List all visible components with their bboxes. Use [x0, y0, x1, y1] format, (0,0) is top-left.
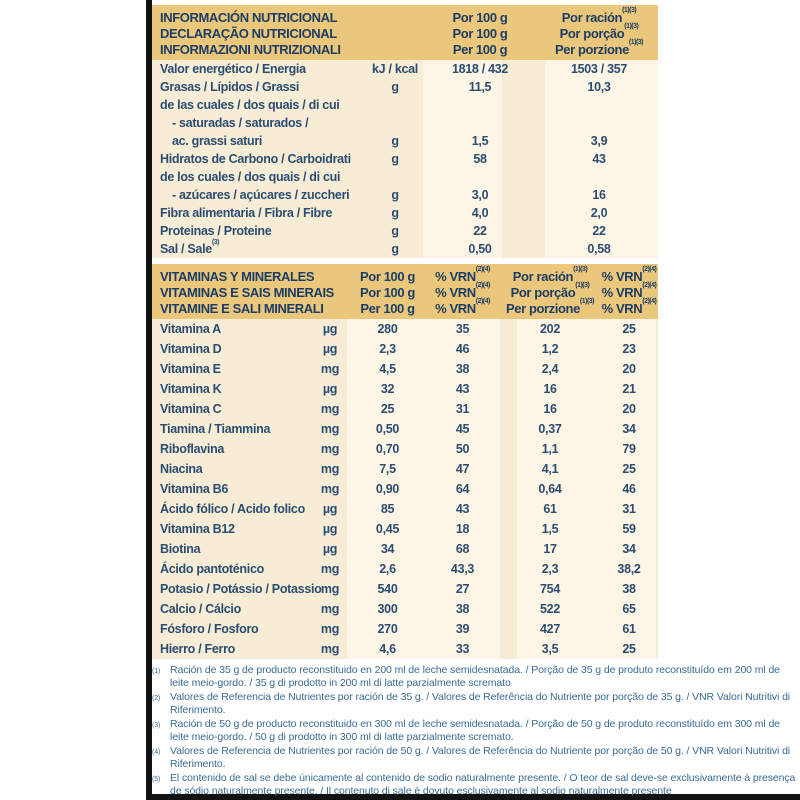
nutrient-unit: g [391, 242, 399, 256]
vitamin-portion-value: 61 [543, 502, 557, 516]
vitamins-vrn-header: % $VRN^{(2)(4)}$ [435, 298, 490, 316]
vitamin-row [152, 519, 658, 539]
per100-column-header: Por 100 g [452, 25, 508, 41]
vitamin-row [152, 459, 658, 479]
vitamin-unit: µg [322, 522, 338, 536]
vitamins-vrn-header: % $VRN^{(2)(4)}$ [435, 266, 490, 284]
vitamin-vrn-portion-value: 20 [622, 362, 636, 376]
superscript-marker: (1)(3) [573, 266, 588, 274]
vitamin-vrn-portion-value: 25 [622, 462, 636, 476]
vitamin-unit: mg [320, 362, 340, 376]
nutrient-row [152, 204, 658, 222]
vitamin-portion-value: 0,64 [538, 482, 562, 496]
vitamin-vrn-portion-value: 38,2 [617, 562, 641, 576]
superscript-marker: (1)(3) [624, 23, 639, 31]
vitamins-vrn-header: % $VRN^{(2)(4)}$ [601, 266, 657, 284]
footnote [152, 745, 800, 771]
vitamin-unit: µg [322, 502, 338, 516]
vitamin-vrn-portion-value: 38 [622, 582, 636, 596]
nutrition-facts-rows [152, 60, 658, 258]
vitamin-vrn-portion-value: 46 [622, 482, 636, 496]
footnote-marker: (2) [152, 695, 161, 702]
superscript-marker: (2)(4) [642, 282, 657, 290]
vitamin-label: Vitamina B6 [160, 482, 229, 496]
vitamin-unit: mg [320, 602, 340, 616]
vitamins-per100-header: Por 100 g [360, 268, 415, 284]
footnotes-block [152, 664, 800, 799]
vitamin-per100-value: 34 [380, 542, 395, 556]
vitamin-per100-value: 0,45 [375, 522, 400, 536]
vitamin-vrn-portion-value: 34 [622, 542, 636, 556]
nutrient-portion-value: 2,0 [590, 206, 608, 220]
vitamin-unit: mg [320, 642, 340, 656]
superscript-marker: (2)(4) [475, 282, 490, 290]
superscript-marker: (1)(3) [628, 39, 644, 47]
nutrient-unit: g [391, 188, 399, 202]
vitamin-portion-value: 3,5 [541, 642, 559, 656]
nutrient-portion-value: 16 [592, 188, 606, 202]
vitamin-vrn-portion-value: 59 [622, 522, 636, 536]
vitamin-per100-value: 4,6 [379, 642, 396, 656]
vitamins-vrn-header: % $VRN^{(2)(4)}$ [601, 298, 657, 316]
nutrient-row [152, 222, 658, 240]
superscript-marker: (1)(3) [575, 282, 590, 290]
nutrient-per100-value: 4,0 [471, 206, 489, 220]
nutrient-row [152, 186, 658, 204]
nutrient-label: Hidratos de Carbono / Carboidrati [160, 152, 351, 166]
superscript-marker: (2)(4) [475, 266, 490, 274]
vitamin-row [152, 559, 658, 579]
vitamin-vrn-portion-value: 21 [622, 382, 636, 396]
vitamin-label: Tiamina / Tiammina [160, 422, 271, 436]
vitamin-vrn-portion-value: 31 [622, 502, 636, 516]
vitamin-vrn-per100-value: 43 [455, 382, 470, 396]
vitamin-portion-value: 427 [540, 622, 560, 636]
nutrient-label: Proteinas / Proteine [160, 224, 272, 238]
vitamin-row [152, 339, 658, 359]
vitamin-per100-value: 85 [380, 502, 395, 516]
per100-column-header: Por 100 g [452, 9, 508, 25]
footnote-text: Ración de 50 g de producto reconstituido en 300 ml de leche semidesnatada. / Porção de 50 g de produto reconstituído em 300 ml de leite meio-gordo. / 50 g di prodotto in 300 ml di latte parzialmente scremato. [170, 718, 780, 743]
vitamin-label: Hierro / Ferro [160, 642, 235, 656]
vitamin-vrn-per100-value: 47 [455, 462, 470, 476]
vitamin-label: Vitamina E [160, 362, 221, 376]
vitamin-row [152, 639, 658, 659]
vitamin-per100-value: 0,90 [375, 482, 400, 496]
vitamin-row [152, 439, 658, 459]
vitamin-per100-value: 270 [377, 622, 398, 636]
vitamin-portion-value: 16 [543, 402, 557, 416]
nutrient-row [152, 114, 658, 132]
footnote [152, 718, 800, 744]
vitamin-row [152, 399, 658, 419]
nutrition-facts-header-band [152, 5, 658, 60]
superscript-marker: (2)(4) [642, 298, 657, 306]
vitamins-header-title: VITAMINE E SALI MINERALI [160, 300, 324, 316]
vitamin-unit: µg [322, 382, 338, 396]
vitamin-unit: µg [322, 342, 338, 356]
nutrient-per100-value: 1,5 [471, 134, 489, 148]
vitamin-portion-value: 17 [543, 542, 557, 556]
vitamin-row [152, 499, 658, 519]
vitamin-label: Vitamina K [160, 382, 222, 396]
superscript-marker: (1)(3) [579, 298, 595, 306]
vitamin-vrn-portion-value: 23 [622, 342, 636, 356]
nutrition-header-line [152, 41, 658, 57]
nutrition-header-title: INFORMAZIONI NUTRIZIONALI [160, 41, 341, 57]
nutrient-unit: kJ / kcal [372, 62, 418, 76]
vitamin-vrn-per100-value: 38 [455, 602, 470, 616]
vitamin-unit: mg [320, 582, 340, 596]
footnote-text: El contenido de sal se debe únicamente al contenido de sodio naturalmente presente. / O teor de sal deve-se exclusivamente à presença de sódio naturalmente presente. / Il contenuto di sale è dovuto esclusivamente al sodio naturalmente presente [170, 772, 796, 797]
vitamin-per100-value: 2,6 [379, 562, 396, 576]
vitamin-portion-value: 4,1 [541, 462, 559, 476]
vitamin-portion-value: 1,1 [541, 442, 559, 456]
vitamin-per100-value: 0,50 [375, 422, 400, 436]
footnote [152, 772, 800, 798]
superscript-marker: (1)(3) [622, 7, 637, 15]
nutrient-label: - azúcares / açúcares / zuccheri [172, 188, 350, 202]
vitamin-vrn-per100-value: 33 [455, 642, 470, 656]
vitamin-vrn-per100-value: 27 [455, 582, 470, 596]
vitamin-vrn-per100-value: 43 [455, 502, 470, 516]
nutrient-label: de las cuales / dos quais / di cui [160, 98, 340, 112]
vitamin-label: Ácido fólico / Acido folico [160, 502, 305, 516]
nutrient-portion-value: 0,58 [587, 242, 611, 256]
vitamin-label: Riboflavina [160, 442, 225, 456]
nutrition-header-title: INFORMACIÓN NUTRICIONAL [160, 9, 338, 25]
nutrition-header-title: DECLARAÇÃO NUTRICIONAL [160, 25, 337, 41]
vitamin-vrn-per100-value: 43,3 [450, 562, 475, 576]
footnote-text: Valores de Referencia de Nutrientes por ración de 50 g. / Valores de Referência do Nutriente por porção de 50 g. / VNR Valori Nutritivi di Riferimento. [170, 745, 791, 770]
nutrient-row [152, 60, 658, 78]
nutrient-row [152, 132, 658, 150]
vitamin-row [152, 479, 658, 499]
vitamin-row [152, 579, 658, 599]
footnote [152, 664, 800, 690]
vitamin-label: Vitamina D [160, 342, 222, 356]
nutrient-label: - saturadas / saturados / [172, 116, 309, 130]
vitamin-vrn-portion-value: 25 [622, 642, 636, 656]
vitamin-vrn-portion-value: 20 [622, 402, 636, 416]
nutrient-label: Sal / Sale$^{(3)}$ [160, 238, 219, 256]
vitamin-label: Ácido pantoténico [160, 562, 264, 576]
nutrition-header-line [152, 9, 658, 25]
vitamin-label: Niacina [160, 462, 203, 476]
vitamin-label: Biotina [160, 542, 201, 556]
nutrient-portion-value: 43 [592, 152, 606, 166]
vitamins-vrn-header: % $VRN^{(2)(4)}$ [435, 282, 490, 300]
vitamin-vrn-portion-value: 25 [622, 322, 636, 336]
vitamins-portion-header: Por porção$^{(1)(3)}$ [510, 282, 590, 300]
vitamin-portion-value: 16 [543, 382, 557, 396]
vitamin-row [152, 619, 658, 639]
vitamin-vrn-per100-value: 46 [455, 342, 470, 356]
nutrient-per100-value: 11,5 [468, 80, 492, 94]
footnote-marker: (1) [152, 668, 161, 675]
vitamin-unit: mg [320, 482, 340, 496]
nutrient-unit: g [391, 224, 399, 238]
vitamins-header-line [152, 300, 658, 316]
vitamins-vrn-header: % $VRN^{(2)(4)}$ [601, 282, 657, 300]
nutrient-unit: g [391, 152, 399, 166]
nutrient-label: Valor energético / Energia [160, 62, 306, 76]
nutrient-row [152, 168, 658, 186]
vitamin-portion-value: 522 [540, 602, 560, 616]
vitamin-per100-value: 280 [377, 322, 398, 336]
vitamin-label: Fósforo / Fosforo [160, 622, 259, 636]
vitamin-row [152, 379, 658, 399]
nutrient-row [152, 150, 658, 168]
vitamin-row [152, 539, 658, 559]
nutrient-per100-value: 3,0 [471, 188, 489, 202]
vitamins-minerals-rows [152, 319, 658, 659]
vitamin-per100-value: 0,70 [375, 442, 400, 456]
superscript-marker: (3) [211, 238, 219, 246]
vitamin-row [152, 419, 658, 439]
vitamin-label: Calcio / Cálcio [160, 602, 241, 616]
vitamin-portion-value: 2,3 [541, 562, 559, 576]
vitamin-vrn-portion-value: 34 [622, 422, 636, 436]
vitamins-portion-header: Per porzione$^{(1)(3)}$ [505, 298, 595, 316]
vitamin-vrn-per100-value: 64 [455, 482, 470, 496]
nutrient-per100-value: 1818 / 432 [451, 62, 509, 76]
portion-column-header: Por porção$^{(1)(3)}$ [559, 23, 639, 41]
vitamin-per100-value: 25 [380, 402, 395, 416]
vitamin-vrn-portion-value: 61 [622, 622, 636, 636]
nutrient-row [152, 240, 658, 258]
nutrient-per100-value: 0,50 [468, 242, 492, 256]
vitamin-row [152, 599, 658, 619]
nutrition-table [152, 0, 658, 659]
vitamin-portion-value: 0,37 [538, 422, 562, 436]
vitamins-per100-header: Per 100 g [360, 300, 415, 316]
vitamin-vrn-per100-value: 50 [455, 442, 470, 456]
nutrient-row [152, 96, 658, 114]
vitamin-unit: mg [320, 622, 340, 636]
vitamin-label: Potasio / Potássio / Potassio [160, 582, 322, 596]
vitamins-per100-header: Por 100 g [360, 284, 415, 300]
vitamin-vrn-per100-value: 39 [455, 622, 470, 636]
vitamin-label: Vitamina A [160, 322, 221, 336]
nutrition-header-line [152, 25, 658, 41]
nutrient-label: Fibra alimentaria / Fibra / Fibre [160, 206, 333, 220]
vitamin-row [152, 359, 658, 379]
vitamin-unit: mg [320, 562, 340, 576]
vitamin-unit: µg [322, 322, 338, 336]
vitamin-portion-value: 1,5 [541, 522, 559, 536]
vitamin-per100-value: 7,5 [379, 462, 396, 476]
vitamin-per100-value: 32 [380, 382, 395, 396]
vitamins-minerals-header-band [152, 264, 658, 319]
vitamin-per100-value: 4,5 [379, 362, 396, 376]
vitamin-vrn-per100-value: 18 [455, 522, 470, 536]
vitamins-header-title: VITAMINAS Y MINERALES [160, 268, 315, 284]
nutrient-portion-value: 10,3 [587, 80, 611, 94]
vitamin-per100-value: 300 [377, 602, 398, 616]
portion-column-header: Per porzione$^{(1)(3)}$ [554, 39, 644, 57]
nutrient-portion-value: 3,9 [590, 134, 608, 148]
nutrient-portion-value: 22 [592, 224, 606, 238]
footnote-marker: (4) [152, 749, 161, 756]
nutrient-per100-value: 22 [473, 224, 487, 238]
vitamin-vrn-portion-value: 65 [622, 602, 636, 616]
nutrient-row [152, 78, 658, 96]
vitamin-unit: mg [320, 442, 340, 456]
nutrient-unit: g [391, 134, 399, 148]
vitamin-portion-value: 2,4 [541, 362, 559, 376]
nutrient-unit: g [391, 80, 399, 94]
vitamin-unit: mg [320, 422, 340, 436]
vitamin-vrn-portion-value: 79 [622, 442, 636, 456]
vitamin-vrn-per100-value: 35 [455, 322, 470, 336]
footnote-marker: (5) [152, 776, 161, 783]
vitamin-portion-value: 754 [540, 582, 560, 596]
superscript-marker: (2)(4) [475, 298, 490, 306]
vitamin-portion-value: 1,2 [541, 342, 559, 356]
footnote-text: Ración de 35 g de producto reconstituido en 200 ml de leche semidesnatada. / Porção de 35 g de produto reconstituído em 200 ml de leite meio-gordo. / 35 g di prodotto in 200 ml di latte parzialmente scremato [170, 664, 780, 689]
vitamin-label: Vitamina B12 [160, 522, 235, 536]
vitamin-vrn-per100-value: 38 [455, 362, 470, 376]
superscript-marker: (2)(4) [642, 266, 657, 274]
portion-column-header: Por ración$^{(1)(3)}$ [561, 7, 637, 25]
nutrient-label: ac. grassi saturi [172, 134, 263, 148]
vitamin-per100-value: 2,3 [379, 342, 396, 356]
vitamins-header-title: VITAMINAS E SAIS MINERAIS [160, 284, 334, 300]
vitamins-portion-header: Por ración$^{(1)(3)}$ [512, 266, 588, 284]
footnote-marker: (3) [152, 722, 161, 729]
nutrient-label: de los cuales / dos quais / di cui [160, 170, 341, 184]
footnote-text: Valores de Referencia de Nutrientes por ración de 35 g. / Valores de Referência do Nutriente por porção de 35 g. / VNR Valori Nutritivi di Riferimento. [170, 691, 791, 716]
nutrient-unit: g [391, 206, 399, 220]
vitamin-unit: µg [322, 542, 338, 556]
vitamin-vrn-per100-value: 68 [455, 542, 470, 556]
nutrient-per100-value: 58 [473, 152, 487, 166]
vitamin-portion-value: 202 [540, 322, 560, 336]
vitamin-vrn-per100-value: 45 [455, 422, 470, 436]
vitamin-unit: mg [320, 462, 340, 476]
vitamin-per100-value: 540 [377, 582, 398, 596]
nutrient-label: Grasas / Lípidos / Grassi [160, 80, 300, 94]
footnote [152, 691, 800, 717]
vitamin-row [152, 319, 658, 339]
vitamin-label: Vitamina C [160, 402, 222, 416]
nutrient-portion-value: 1503 / 357 [570, 62, 628, 76]
vitamin-vrn-per100-value: 31 [455, 402, 470, 416]
per100-column-header: Per 100 g [452, 41, 508, 57]
vitamin-unit: mg [320, 402, 340, 416]
